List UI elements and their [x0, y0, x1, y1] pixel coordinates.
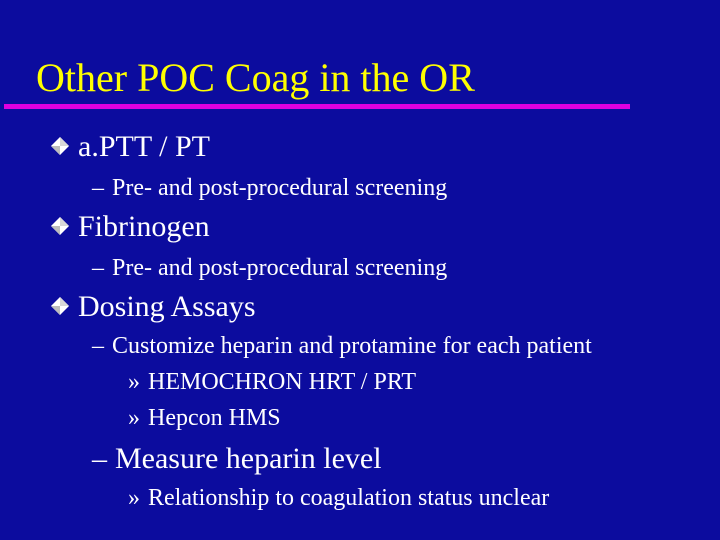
bullet-item-dosing-assays [50, 292, 256, 322]
subsubitem-hepcon [128, 406, 281, 430]
subitem-aptt-screening [92, 176, 447, 200]
title-underline [4, 104, 630, 109]
raquo-marker: » [128, 369, 140, 395]
diamond-bullet-icon [50, 136, 70, 156]
raquo-marker: » [128, 485, 140, 511]
subitem-label: Pre- and post-procedural screening [112, 175, 448, 201]
bullet-label: Dosing Assays [78, 290, 256, 323]
diamond-bullet-icon [50, 296, 70, 316]
subitem-measure-heparin [92, 444, 382, 474]
subitem-label: Measure heparin level [115, 442, 382, 475]
subsubitem-label: Hepcon HMS [148, 405, 281, 431]
subsubitem-hemochron [128, 370, 416, 394]
diamond-bullet-icon [50, 216, 70, 236]
dash-marker: – [92, 175, 104, 201]
raquo-marker: » [128, 405, 140, 431]
subitem-fibrinogen-screening [92, 256, 447, 280]
subitem-customize-heparin [92, 334, 592, 358]
subsubitem-label: Relationship to coagulation status unclear [148, 485, 550, 511]
bullet-item-aptt [50, 132, 210, 162]
subsubitem-relationship [128, 486, 549, 510]
dash-marker: – [92, 255, 104, 281]
bullet-label: Fibrinogen [78, 210, 210, 243]
bullet-label: a.PTT / PT [78, 130, 210, 163]
bullet-item-fibrinogen [50, 212, 210, 242]
slide-title: Other POC Coag in the OR [36, 55, 475, 100]
dash-marker: – [92, 442, 107, 475]
subitem-label: Pre- and post-procedural screening [112, 255, 448, 281]
dash-marker: – [92, 333, 104, 359]
subitem-label: Customize heparin and protamine for each patient [112, 333, 592, 359]
subsubitem-label: HEMOCHRON HRT / PRT [148, 369, 417, 395]
